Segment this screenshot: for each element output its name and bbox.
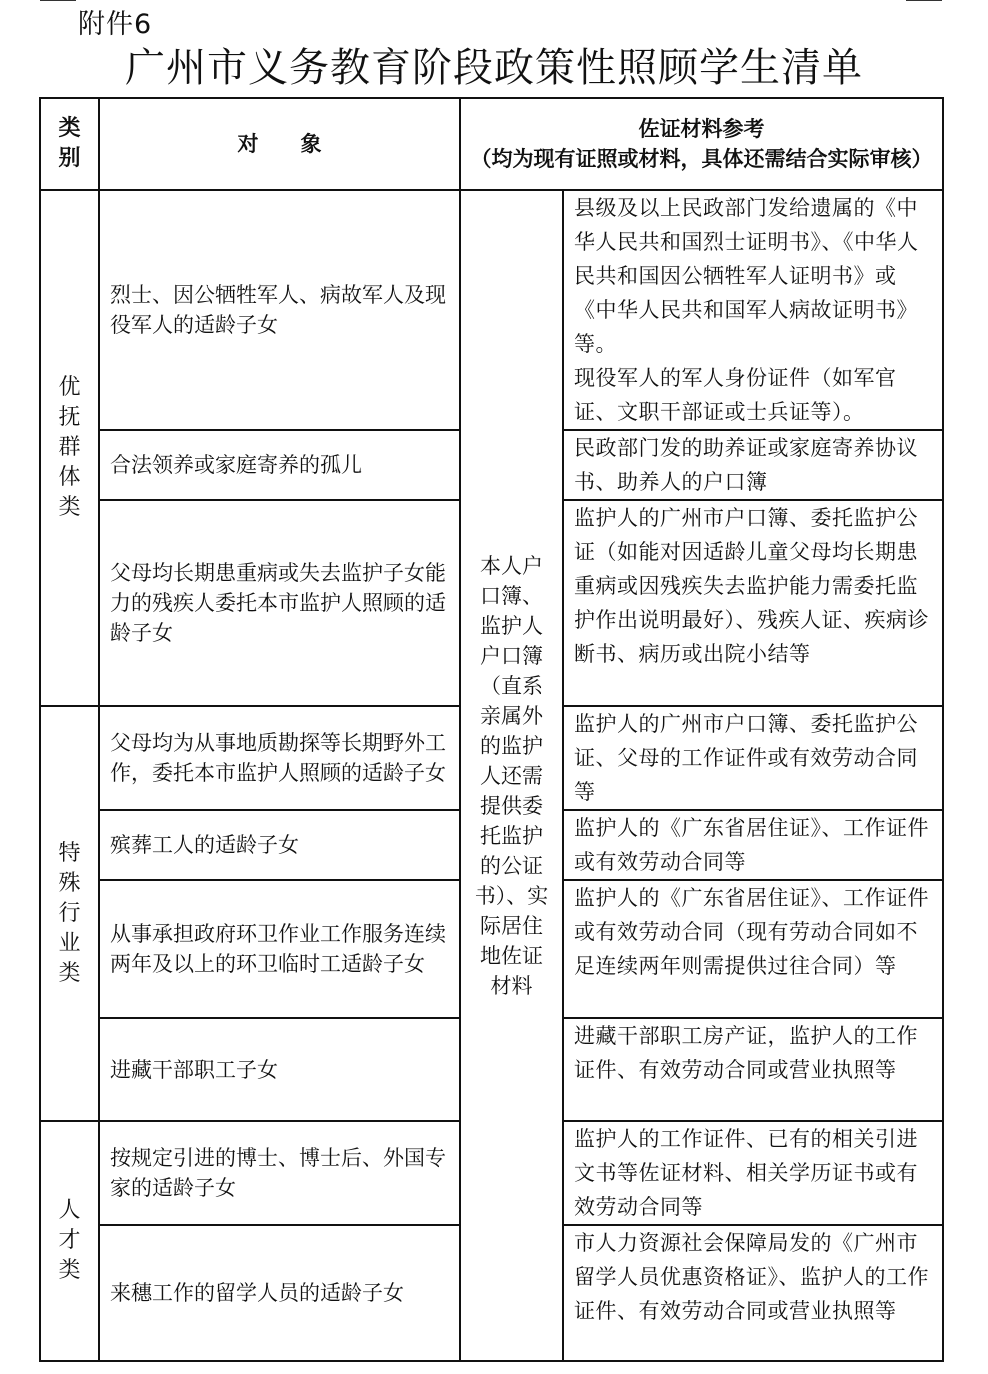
object-cell: 进藏干部职工子女 (99, 1018, 460, 1121)
header-evidence-title: 佐证材料参考 (638, 117, 765, 141)
material-cell (563, 880, 943, 1018)
policy-student-table (39, 97, 944, 1362)
object-cell: 烈士、因公牺牲军人、病故军人及现役军人的适龄子女 (99, 190, 460, 430)
object-cell: 从事承担政府环卫作业工作服务连续两年及以上的环卫临时工适龄子女 (99, 880, 460, 1018)
material-text: 进藏干部职工房产证，监护人的工作证件、有效劳动合同或营业执照等 (574, 1024, 918, 1082)
header-row (40, 98, 943, 190)
category-cell-teshu: 特殊行业类 (40, 706, 99, 1121)
category-cell-youfu: 优抚群体类 (40, 190, 99, 706)
material-text: 监护人的广州市户口簿、委托监护公证、父母的工作证件或有效劳动合同等 (574, 712, 918, 804)
object-cell: 父母均长期患重病或失去监护子女能力的残疾人委托本市监护人照顾的适龄子女 (99, 500, 460, 706)
material-cell (563, 1018, 943, 1121)
material-text: 监护人的《广东省居住证》、工作证件或有效劳动合同等 (574, 816, 929, 874)
attachment-label: 附件6 (78, 9, 153, 40)
material-text: 县级及以上民政部门发给遗属的《中华人民共和国烈士证明书》、《中华人民共和国因公牺牲军人证明书》或《中华人民共和国军人病故证明书》等。 (574, 196, 919, 356)
header-category: 类别 (40, 98, 99, 190)
object-cell: 合法领养或家庭寄养的孤儿 (99, 430, 460, 500)
object-cell: 父母均为从事地质勘探等长期野外工作，委托本市监护人照顾的适龄子女 (99, 706, 460, 810)
common-material-cell: 本人户口簿、监护人户口簿（直系亲属外的监护人还需提供委托监护的公证书）、实际居住地佐证材料 (460, 190, 563, 1361)
material-cell (563, 1225, 943, 1361)
material-text: 监护人的《广东省居住证》、工作证件或有效劳动合同（现有劳动合同如不足连续两年则需提供过往合同）等 (574, 886, 929, 978)
material-text: 监护人的广州市户口簿、委托监护公证（如能对因适龄儿童父母均长期患重病或因残疾失去监护能力需委托监护作出说明最好）、残疾人证、疾病诊断书、病历或出院小结等 (574, 506, 929, 666)
material-cell (563, 810, 943, 880)
header-evidence (460, 98, 943, 190)
category-cell-rencai: 人才类 (40, 1121, 99, 1361)
material-cell (563, 190, 943, 430)
object-cell: 来穗工作的留学人员的适龄子女 (99, 1225, 460, 1361)
top-left-rule (40, 0, 76, 1)
material-text: 市人力资源社会保障局发的《广州市留学人员优惠资格证》、监护人的工作证件、有效劳动合同或营业执照等 (574, 1231, 929, 1323)
material-cell (563, 500, 943, 706)
header-object: 对 象 (99, 98, 460, 190)
top-right-rule (906, 0, 942, 1)
header-evidence-note: （均为现有证照或材料，具体还需结合实际审核） (470, 147, 933, 171)
material-cell (563, 706, 943, 810)
material-text: 民政部门发的助养证或家庭寄养协议书、助养人的户口簿 (574, 436, 918, 494)
material-cell (563, 430, 943, 500)
page-title: 广州市义务教育阶段政策性照顾学生清单 (125, 45, 863, 91)
table-row (40, 190, 943, 430)
material-text: 现役军人的军人身份证件（如军官证、文职干部证或士兵证等）。 (574, 366, 897, 424)
material-text: 监护人的工作证件、已有的相关引进文书等佐证材料、相关学历证书或有效劳动合同等 (574, 1127, 918, 1219)
object-cell: 殡葬工人的适龄子女 (99, 810, 460, 880)
object-cell: 按规定引进的博士、博士后、外国专家的适龄子女 (99, 1121, 460, 1225)
material-cell (563, 1121, 943, 1225)
